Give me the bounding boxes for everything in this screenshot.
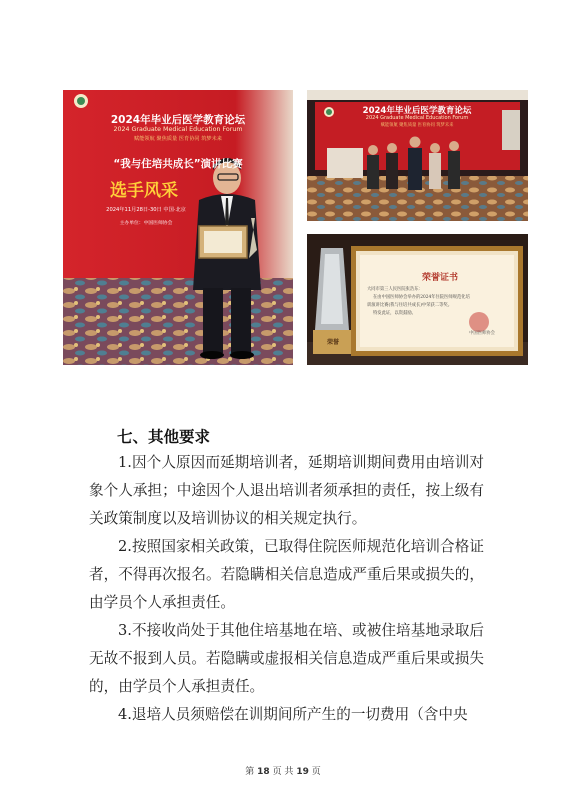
certificate-signer: 中国医师协会 bbox=[469, 331, 495, 336]
section-heading: 七、其他要求 bbox=[117, 428, 211, 446]
footer-middle: 页 共 bbox=[272, 767, 294, 777]
requirement-paragraph-1: 1.因个人原因而延期培训者，延期培训期间费用由培训对象个人承担；中途因个人退出培训者须承担的责任，按上级有关政策制度以及培训协议的相关规定执行。 bbox=[89, 454, 484, 528]
left-organizer: 主办单位：中国医师协会 bbox=[119, 221, 173, 226]
tr-forum-title-en: 2024 Graduate Medical Education Forum bbox=[365, 115, 469, 121]
left-slogans: 赋能领航 聚焦质量 医育协同 筑梦未来 bbox=[134, 136, 222, 142]
certificate-body-line-1: 大同市第三人民医院张浩东： bbox=[367, 287, 423, 292]
certificate-body-line-3: 训演讲比赛(我与住培共成长)中荣获二等奖。 bbox=[367, 303, 452, 308]
photo-trophy-and-certificate bbox=[307, 234, 528, 365]
tr-slogans: 赋能领航 聚焦质量 医育协同 筑梦未来 bbox=[380, 123, 454, 128]
requirement-paragraph-2: 2.按照国家相关政策，已取得住院医师规范化培训合格证者，不得再次报名。若隐瞒相关信息造成严重后果或损失的，由学员个人承担责任。 bbox=[89, 538, 484, 612]
certificate-title: 荣誉证书 bbox=[421, 273, 458, 283]
photo-group-on-stage bbox=[307, 90, 528, 221]
certificate-body-line-2: 在由中国医师协会举办的2024年住院医师规范化培 bbox=[373, 295, 470, 300]
certificate-body-line-4: 特发此证，以资鼓励。 bbox=[373, 311, 416, 316]
requirement-paragraph-4: 4.退培人员须赔偿在训期间所产生的一切费用（含中央 bbox=[118, 706, 468, 723]
trophy-label: 荣誉 bbox=[326, 339, 339, 346]
page-footer bbox=[0, 764, 566, 777]
photo-speaker-with-certificate bbox=[63, 90, 293, 365]
requirement-paragraph-3: 3.不接收尚处于其他住培基地在培、或被住培基地录取后无故不报到人员。若隐瞒或虚报相关信息造成严重后果或损失的，由学员个人承担责任。 bbox=[89, 622, 484, 696]
left-dates: 2024年11月28日-30日 中国·北京 bbox=[106, 207, 186, 213]
current-page-number: 18 bbox=[257, 767, 270, 777]
left-contest-title: “我与住培共成长”演讲比赛 bbox=[113, 158, 243, 170]
left-forum-title-en: 2024 Graduate Medical Education Forum bbox=[113, 126, 243, 133]
total-page-number: 19 bbox=[296, 767, 309, 777]
left-big-title: 选手风采 bbox=[110, 181, 178, 201]
footer-suffix: 页 bbox=[311, 767, 321, 777]
footer-prefix: 第 bbox=[245, 767, 255, 777]
left-forum-title: 2024年毕业后医学教育论坛 bbox=[110, 114, 246, 126]
tr-forum-title: 2024年毕业后医学教育论坛 bbox=[362, 106, 472, 116]
